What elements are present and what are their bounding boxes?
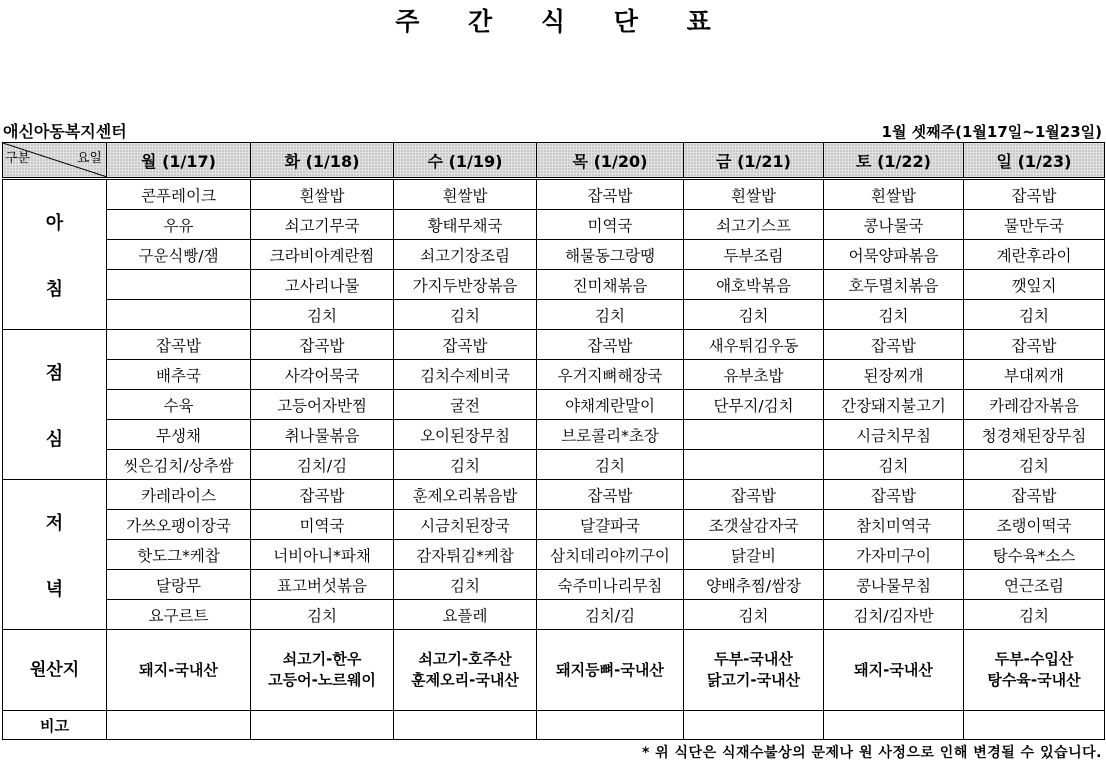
- menu-item: 김치: [251, 300, 394, 330]
- menu-item: 깻잎지: [964, 270, 1105, 300]
- menu-item: 김치: [251, 600, 394, 630]
- menu-item: 김치: [824, 450, 964, 480]
- menu-item: 김치: [964, 450, 1105, 480]
- footnote: * 위 식단은 식재수불상의 문제나 원 사정으로 인해 변경될 수 있습니다.: [641, 745, 1102, 761]
- menu-item: 잡곡밥: [684, 480, 824, 510]
- menu-row: [3, 270, 1105, 300]
- menu-item: 너비아니*파채: [251, 540, 394, 570]
- menu-item: 고등어자반찜: [251, 390, 394, 420]
- origin-cell: [824, 630, 964, 711]
- menu-item: 해물동그랑땡: [537, 240, 684, 270]
- menu-row: [3, 210, 1105, 240]
- menu-item: 쇠고기무국: [251, 210, 394, 240]
- origin-text: 돼지-국내산: [854, 660, 933, 679]
- menu-item: 야채계란말이: [537, 390, 684, 420]
- menu-item: 사각어묵국: [251, 360, 394, 390]
- menu-item: 시금치무침: [824, 420, 964, 450]
- menu-row: [3, 390, 1105, 420]
- menu-item: 카레라이스: [107, 480, 251, 510]
- menu-item: 닭갈비: [684, 540, 824, 570]
- day-header: 일 (1/23): [964, 143, 1105, 179]
- menu-item: 잡곡밥: [251, 480, 394, 510]
- menu-item: 조랭이떡국: [964, 510, 1105, 540]
- menu-item: 양배추찜/쌈장: [684, 570, 824, 600]
- origin-row: [3, 630, 1105, 711]
- menu-item: 잡곡밥: [251, 330, 394, 360]
- menu-row: [3, 360, 1105, 390]
- menu-item: [107, 300, 251, 330]
- menu-item: 쇠고기스프: [684, 210, 824, 240]
- menu-item: 황태무채국: [394, 210, 537, 240]
- meal-label: [3, 330, 107, 480]
- menu-item: 배추국: [107, 360, 251, 390]
- menu-item: 가쓰오팽이장국: [107, 510, 251, 540]
- menu-item: 가자미구이: [824, 540, 964, 570]
- menu-item: 단무지/김치: [684, 390, 824, 420]
- menu-item: 조갯살감자국: [684, 510, 824, 540]
- origin-text: 쇠고기-호주산: [418, 650, 512, 668]
- menu-item: 김치: [537, 450, 684, 480]
- day-header: 수 (1/19): [394, 143, 537, 179]
- menu-row: [3, 330, 1105, 360]
- menu-item: 계란후라이: [964, 240, 1105, 270]
- menu-item: [684, 420, 824, 450]
- meal-label-char: 저: [45, 512, 64, 534]
- menu-item: 우거지뼈해장국: [537, 360, 684, 390]
- menu-item: 참치미역국: [824, 510, 964, 540]
- menu-row: [3, 450, 1105, 480]
- menu-item: 크라비아계란찜: [251, 240, 394, 270]
- menu-row: [3, 179, 1105, 210]
- menu-item: 김치/김: [537, 600, 684, 630]
- menu-item: 김치: [964, 300, 1105, 330]
- corner-label-category: 구분: [5, 151, 31, 166]
- origin-text: 고등어-노르웨이: [268, 671, 376, 689]
- meal-label: [3, 480, 107, 630]
- meal-label-char: 침: [45, 278, 64, 300]
- note-cell: [964, 711, 1105, 740]
- header-row: [3, 143, 1105, 179]
- origin-text: 돼지등뼈-국내산: [556, 660, 664, 679]
- menu-row: [3, 300, 1105, 330]
- menu-item: 미역국: [537, 210, 684, 240]
- menu-item: 잡곡밥: [824, 480, 964, 510]
- menu-item: 훈제오리볶음밥: [394, 480, 537, 510]
- menu-row: [3, 420, 1105, 450]
- menu-item: 김치: [394, 300, 537, 330]
- center-name: 애신아동복지센터: [3, 122, 127, 141]
- origin-text: 두부-수입산: [994, 650, 1074, 668]
- menu-item: 브로콜리*초장: [537, 420, 684, 450]
- origin-cell: [107, 630, 251, 711]
- note-cell: [537, 711, 684, 740]
- menu-item: 청경채된장무침: [964, 420, 1105, 450]
- menu-row: [3, 540, 1105, 570]
- menu-item: 요플레: [394, 600, 537, 630]
- menu-item: 흰쌀밥: [394, 179, 537, 210]
- menu-item: 콩나물무침: [824, 570, 964, 600]
- meal-label-char: 아: [45, 212, 64, 234]
- menu-item: 무생채: [107, 420, 251, 450]
- day-header: 금 (1/21): [684, 143, 824, 179]
- menu-item: 숙주미나리무침: [537, 570, 684, 600]
- origin-cell: [964, 630, 1105, 711]
- menu-item: 연근조림: [964, 570, 1105, 600]
- menu-item: 잡곡밥: [964, 480, 1105, 510]
- menu-item: 흰쌀밥: [251, 179, 394, 210]
- origin-text: 두부-국내산: [714, 650, 793, 668]
- menu-item: 취나물볶음: [251, 420, 394, 450]
- origin-cell: [537, 630, 684, 711]
- menu-item: 흰쌀밥: [824, 179, 964, 210]
- menu-item: 잡곡밥: [537, 480, 684, 510]
- origin-text: 돼지-국내산: [139, 660, 218, 679]
- origin-cell: [251, 630, 394, 711]
- menu-item: 쇠고기장조림: [394, 240, 537, 270]
- menu-item: 우유: [107, 210, 251, 240]
- menu-item: 김치: [537, 300, 684, 330]
- menu-item: 달걀파국: [537, 510, 684, 540]
- menu-item: 김치: [394, 570, 537, 600]
- menu-row: [3, 510, 1105, 540]
- menu-item: [107, 270, 251, 300]
- menu-item: 어묵양파볶음: [824, 240, 964, 270]
- day-header: 목 (1/20): [537, 143, 684, 179]
- menu-item: 잡곡밥: [394, 330, 537, 360]
- menu-item: [684, 450, 824, 480]
- menu-item: 카레감자볶음: [964, 390, 1105, 420]
- menu-item: 수육: [107, 390, 251, 420]
- menu-item: 김치: [824, 300, 964, 330]
- menu-item: 굴전: [394, 390, 537, 420]
- origin-text: 쇠고기-한우: [282, 650, 362, 668]
- note-cell: [107, 711, 251, 740]
- menu-table: [2, 142, 1105, 740]
- menu-item: 흰쌀밥: [684, 179, 824, 210]
- origin-text: 훈제오리-국내산: [411, 671, 519, 689]
- menu-item: 삼치데리야끼구이: [537, 540, 684, 570]
- menu-item: 잡곡밥: [964, 330, 1105, 360]
- week-label: 1월 셋째주(1월17일~1월23일): [881, 123, 1102, 141]
- menu-item: 표고버섯볶음: [251, 570, 394, 600]
- menu-item: 시금치된장국: [394, 510, 537, 540]
- menu-item: 요구르트: [107, 600, 251, 630]
- menu-item: 유부초밥: [684, 360, 824, 390]
- day-header: 월 (1/17): [107, 143, 251, 179]
- menu-item: 미역국: [251, 510, 394, 540]
- note-cell: [251, 711, 394, 740]
- menu-item: 탕수육*소스: [964, 540, 1105, 570]
- menu-item: 김치수제비국: [394, 360, 537, 390]
- menu-item: 잡곡밥: [537, 179, 684, 210]
- meal-label-char: 녁: [45, 578, 64, 600]
- menu-item: 애호박볶음: [684, 270, 824, 300]
- day-header: 화 (1/18): [251, 143, 394, 179]
- menu-item: 된장찌개: [824, 360, 964, 390]
- corner-label-day: 요일: [76, 151, 102, 166]
- menu-item: 씻은김치/상추쌈: [107, 450, 251, 480]
- note-label: 비고: [3, 711, 107, 740]
- menu-item: 잡곡밥: [964, 179, 1105, 210]
- menu-item: 간장돼지불고기: [824, 390, 964, 420]
- origin-text: 탕수육-국내산: [987, 671, 1081, 689]
- menu-item: 두부조림: [684, 240, 824, 270]
- menu-item: 감자튀김*케찹: [394, 540, 537, 570]
- note-cell: [824, 711, 964, 740]
- menu-item: 김치: [964, 600, 1105, 630]
- menu-row: [3, 240, 1105, 270]
- day-header: 토 (1/22): [824, 143, 964, 179]
- menu-item: 호두멸치볶음: [824, 270, 964, 300]
- menu-item: 핫도그*케찹: [107, 540, 251, 570]
- note-cell: [684, 711, 824, 740]
- menu-row: [3, 600, 1105, 630]
- note-cell: [394, 711, 537, 740]
- menu-item: 김치: [394, 450, 537, 480]
- menu-item: 구운식빵/잼: [107, 240, 251, 270]
- origin-label: 원산지: [3, 630, 107, 711]
- menu-item: 김치/김: [251, 450, 394, 480]
- menu-item: 가지두반장볶음: [394, 270, 537, 300]
- menu-row: [3, 480, 1105, 510]
- menu-item: 김치/김자반: [824, 600, 964, 630]
- menu-row: [3, 570, 1105, 600]
- corner-cell: [3, 143, 107, 179]
- menu-item: 김치: [684, 300, 824, 330]
- menu-item: 콘푸레이크: [107, 179, 251, 210]
- meal-label: [3, 179, 107, 330]
- note-row: [3, 711, 1105, 740]
- meal-label-char: 점: [45, 362, 64, 384]
- meal-label-char: 심: [45, 428, 64, 450]
- menu-item: 잡곡밥: [107, 330, 251, 360]
- page-title: 주 간 식 단 표: [395, 7, 731, 36]
- menu-item: 달랑무: [107, 570, 251, 600]
- menu-item: 잡곡밥: [824, 330, 964, 360]
- origin-cell: [684, 630, 824, 711]
- origin-cell: [394, 630, 537, 711]
- menu-item: 새우튀김우동: [684, 330, 824, 360]
- menu-item: 물만두국: [964, 210, 1105, 240]
- origin-text: 닭고기-국내산: [706, 671, 801, 689]
- menu-item: 잡곡밥: [537, 330, 684, 360]
- menu-item: 부대찌개: [964, 360, 1105, 390]
- menu-item: 김치: [684, 600, 824, 630]
- menu-item: 고사리나물: [251, 270, 394, 300]
- menu-item: 콩나물국: [824, 210, 964, 240]
- menu-item: 진미채볶음: [537, 270, 684, 300]
- menu-item: 오이된장무침: [394, 420, 537, 450]
